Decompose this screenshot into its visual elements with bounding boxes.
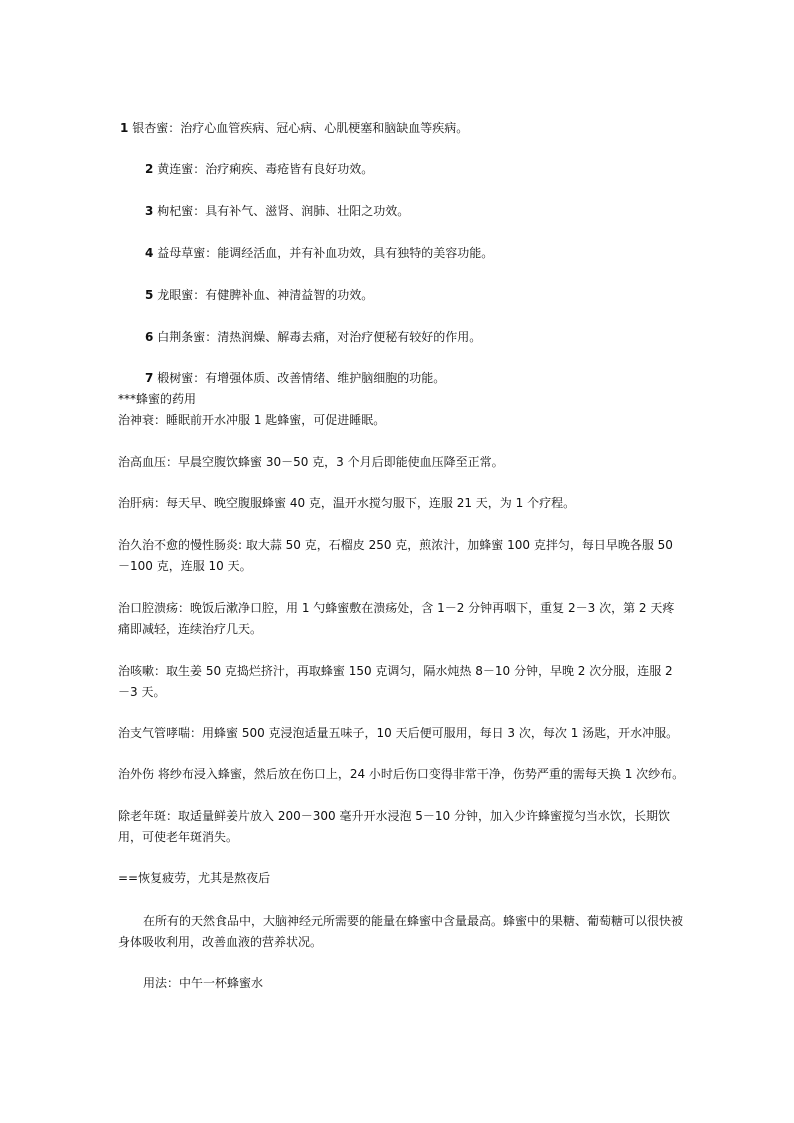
- honey-type-item: [145, 329, 481, 345]
- remedy-paragraph: 治肝病：每天早、晚空腹服蜂蜜 40 克，温开水搅匀服下，连服 21 天，为 1 个疗程。: [118, 496, 576, 510]
- item-number: 3: [145, 204, 154, 218]
- honey-type-item: [145, 245, 493, 261]
- item-number: 7: [145, 371, 154, 385]
- item-number: 1: [120, 121, 129, 135]
- honey-type-item: [145, 287, 373, 303]
- remedy-paragraph: 治咳嗽：取生姜 50 克捣烂挤汁，再取蜂蜜 150 克调匀，隔水炖热 8－10 分钟，早晚 2 次分服，连服 2－3 天。: [118, 664, 673, 699]
- honey-type-item: [145, 203, 409, 219]
- item-number: 6: [145, 330, 154, 344]
- item-number: 2: [145, 162, 154, 176]
- item-text: 益母草蜜：能调经活血，并有补血功效，具有独特的美容功能。: [157, 246, 494, 260]
- item-text: 银杏蜜：治疗心血管疾病、冠心病、心肌梗塞和脑缺血等疾病。: [132, 121, 469, 135]
- item-text: 椴树蜜：有增强体质、改善情绪、维护脑细胞的功能。: [157, 371, 446, 385]
- item-text: 黄连蜜：治疗痢疾、毒疮皆有良好功效。: [157, 162, 374, 176]
- remedy-paragraph: 治久治不愈的慢性肠炎: 取大蒜 50 克，石榴皮 250 克，煎浓汁，加蜂蜜 100 克拌匀，每日早晚各服 50－100 克，连服 10 天。: [118, 538, 673, 573]
- honey-type-item: [145, 161, 373, 177]
- item-number: 5: [145, 288, 154, 302]
- item-number: 4: [145, 246, 154, 260]
- honey-type-item: [145, 370, 445, 386]
- item-text: 白荆条蜜：清热润燥、解毒去痛，对治疗便秘有较好的作用。: [157, 330, 482, 344]
- remedy-paragraph: 治高血压：早晨空腹饮蜂蜜 30－50 克，3 个月后即能使血压降至正常。: [118, 455, 504, 469]
- item-text: 枸杞蜜：具有补气、滋肾、润肺、壮阳之功效。: [157, 204, 410, 218]
- usage-text: 用法：中午一杯蜂蜜水: [143, 976, 264, 990]
- section-heading-fatigue: ==恢复疲劳，尤其是熬夜后: [118, 871, 271, 885]
- fatigue-paragraph: 在所有的天然食品中，大脑神经元所需要的能量在蜂蜜中含量最高。蜂蜜中的果糖、葡萄糖可以很快被身体吸收利用，改善血液的营养状况。: [118, 914, 684, 949]
- remedy-paragraph: 治外伤 将纱布浸入蜂蜜，然后放在伤口上，24 小时后伤口变得非常干净，伤势严重的需每天换 1 次纱布。: [118, 767, 685, 781]
- remedy-paragraph: 治神衰：睡眠前开水冲服 1 匙蜂蜜，可促进睡眠。: [118, 413, 386, 427]
- honey-type-item: [120, 120, 468, 136]
- remedy-paragraph: 除老年斑：取适量鲜姜片放入 200－300 毫升开水浸泡 5－10 分钟，加入少许蜂蜜搅匀当水饮，长期饮用，可使老年斑消失。: [118, 809, 670, 844]
- remedy-paragraph: 治口腔溃疡：晚饭后漱净口腔，用 1 勺蜂蜜敷在溃疡处，含 1－2 分钟再咽下，重复 2－3 次，第 2 天疼痛即减轻，连续治疗几天。: [118, 601, 675, 636]
- item-text: 龙眼蜜：有健脾补血、神清益智的功效。: [157, 288, 374, 302]
- section-heading-medicinal: ***蜂蜜的药用: [118, 392, 197, 406]
- remedy-paragraph: 治支气管哮喘：用蜂蜜 500 克浸泡适量五味子，10 天后便可服用，每日 3 次，每次 1 汤匙，开水冲服。: [118, 726, 679, 740]
